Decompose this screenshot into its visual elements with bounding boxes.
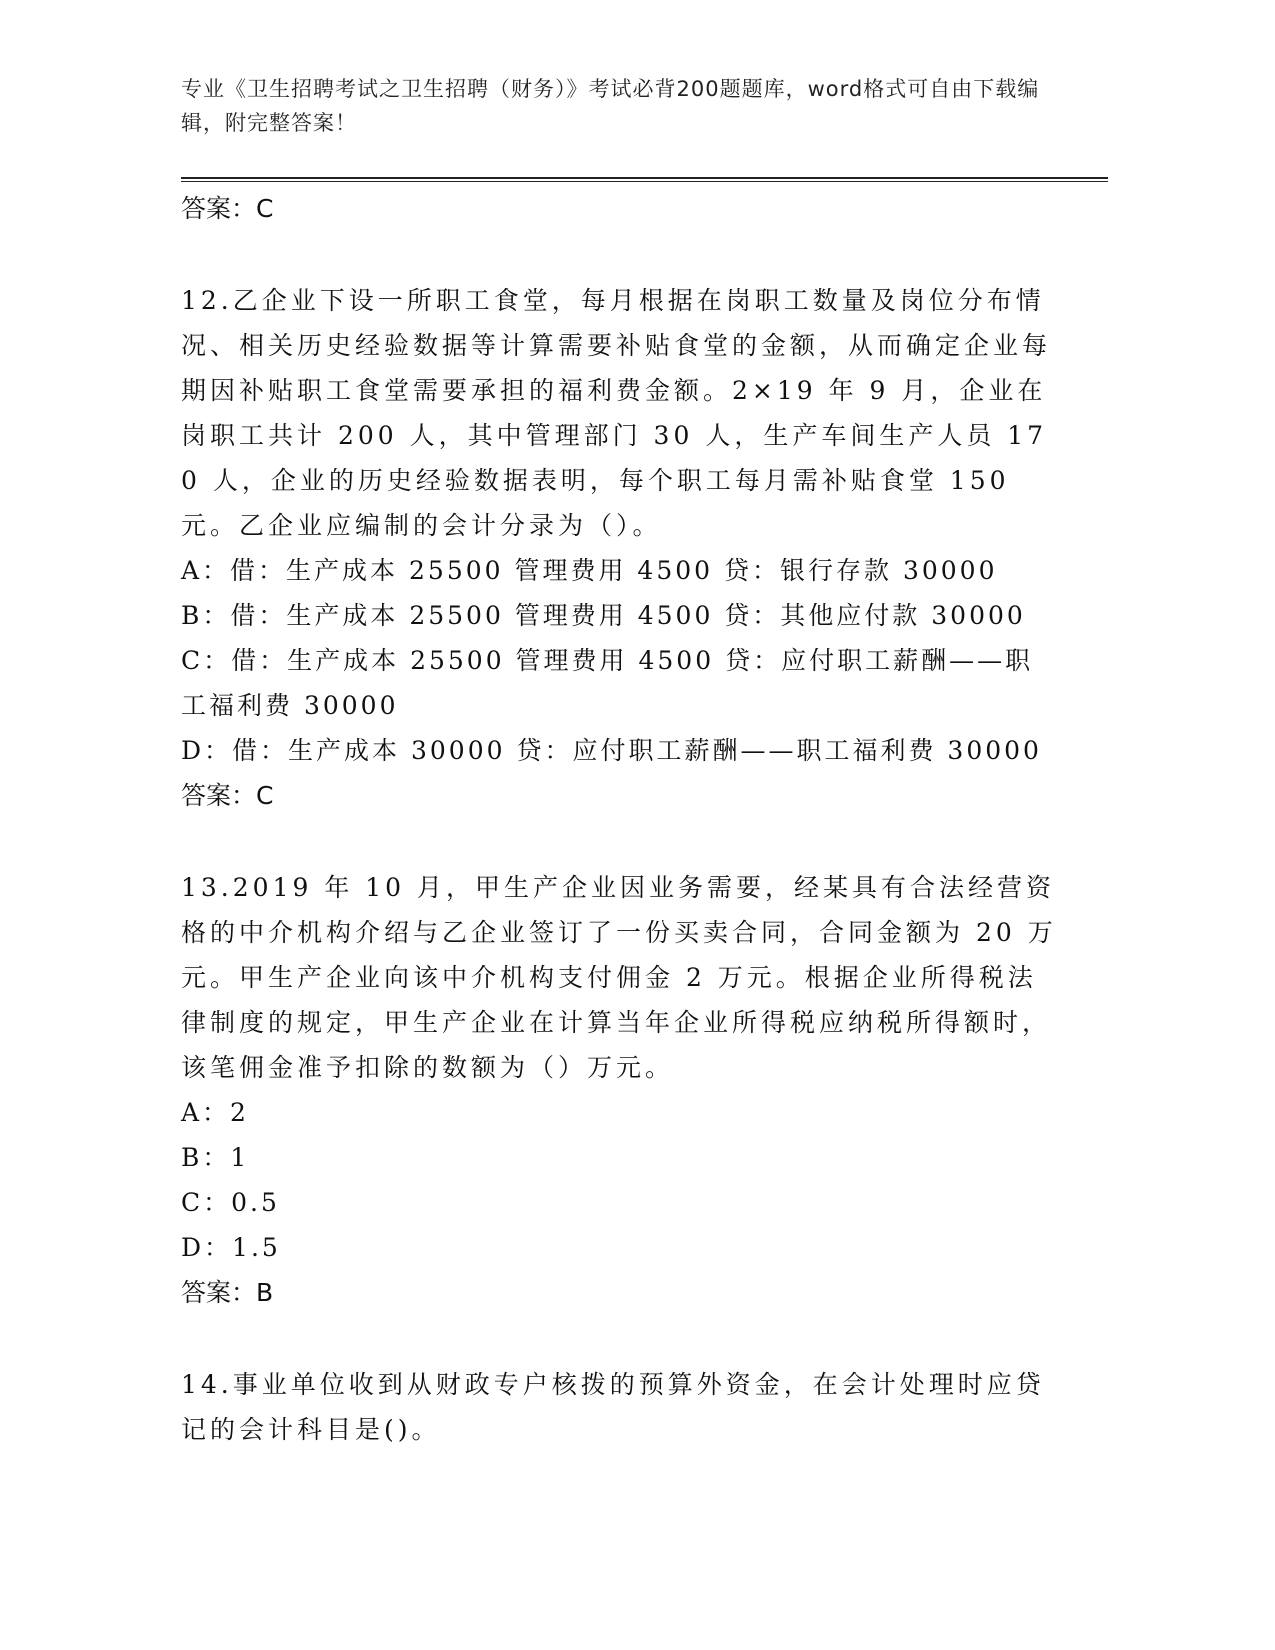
spacer [181,1316,1061,1362]
question-13-answer: 答案：B [181,1278,274,1307]
question-12-option-b: B：借：生产成本 25500 管理费用 4500 贷：其他应付款 30000 [181,601,1026,630]
document-header: 专业《卫生招聘考试之卫生招聘（财务）》考试必背200题题库，word格式可自由下载编辑，附完整答案！ [181,77,1040,135]
answer-line: 答案：C [181,194,274,223]
question-12-option-c: C：借：生产成本 25500 管理费用 4500 贷：应付职工薪酬——职工福利费 30000 [181,646,1034,720]
question-13-option-d: D：1.5 [181,1233,281,1262]
question-14-text: 14.事业单位收到从财政专户核拨的预算外资金，在会计处理时应贷记的会计科目是()。 [181,1370,1045,1444]
spacer [181,232,1061,278]
question-12-option-a: A：借：生产成本 25500 管理费用 4500 贷：银行存款 30000 [181,556,998,585]
question-12-text: 12.乙企业下设一所职工食堂，每月根据在岗职工数量及岗位分布情况、相关历史经验数据等计算需要补贴食堂的金额，从而确定企业每期因补贴职工食堂需要承担的福利费金额。2×19 年 9 月，企业在岗职工共计 200 人，其中管理部门 30 人，生产车间生产人员 170 人，企业的历史经验数据表明，每个职工每月需补贴食堂 150 元。乙企业应编制的会计分录为（）。 [181,286,1052,540]
question-12-answer: 答案：C [181,781,274,810]
header-divider-thin [181,181,1108,182]
spacer [181,819,1061,865]
question-12-option-d: D：借：生产成本 30000 贷：应付职工薪酬——职工福利费 30000 [181,736,1042,765]
question-13-option-b: B：1 [181,1143,250,1172]
header-divider [181,177,1108,179]
question-13-option-c: C：0.5 [181,1188,280,1217]
question-13-option-a: A：2 [181,1098,249,1127]
question-13-text: 13.2019 年 10 月，甲生产企业因业务需要，经某具有合法经营资格的中介机构介绍与乙企业签订了一份买卖合同，合同金额为 20 万元。甲生产企业向该中介机构支付佣金 2 万元。根据企业所得税法律制度的规定，甲生产企业在计算当年企业所得税应纳税所得额时，该笔佣金准予扣除的数额为（）万元。 [181,873,1057,1082]
document-body [181,186,1061,1452]
